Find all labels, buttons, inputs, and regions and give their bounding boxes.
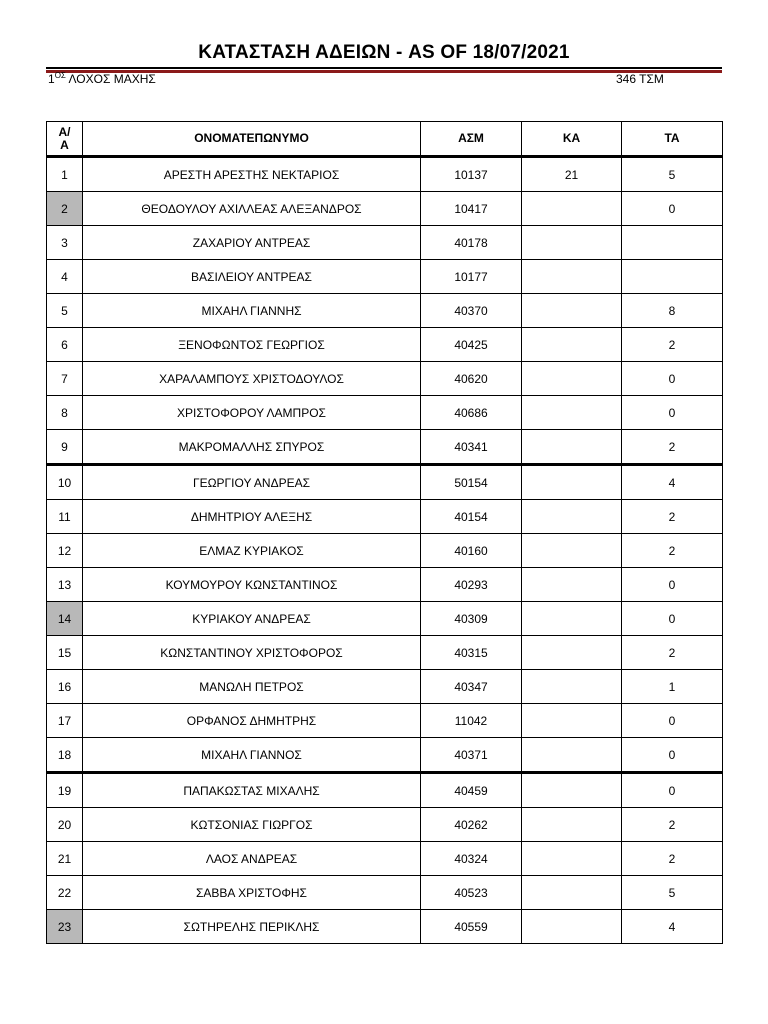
unit-ordinal: ΟΣ [54, 71, 66, 80]
cell-ta: 4 [622, 465, 723, 500]
cell-ta: 8 [622, 294, 723, 328]
cell-ta: 0 [622, 568, 723, 602]
cell-asm: 40324 [421, 842, 522, 876]
cell-asm: 40262 [421, 808, 522, 842]
cell-asm: 40160 [421, 534, 522, 568]
cell-aa: 1 [47, 157, 83, 192]
cell-asm: 40154 [421, 500, 522, 534]
unit-name: ΛΟΧΟΣ ΜΑΧΗΣ [68, 72, 156, 86]
cell-aa: 19 [47, 773, 83, 808]
table-row [47, 294, 723, 328]
cell-name: ΞΕΝΟΦΩΝΤΟΣ ΓΕΩΡΓΙΟΣ [83, 328, 421, 362]
cell-aa: 8 [47, 396, 83, 430]
table-row [47, 910, 723, 944]
cell-asm: 40178 [421, 226, 522, 260]
cell-ka [522, 465, 622, 500]
cell-aa: 10 [47, 465, 83, 500]
cell-ta: 0 [622, 396, 723, 430]
cell-ka [522, 738, 622, 773]
cell-ka [522, 602, 622, 636]
header-name: ΟΝΟΜΑΤΕΠΩΝΥΜΟ [83, 122, 421, 157]
cell-name: ΧΡΙΣΤΟΦΟΡΟΥ ΛΑΜΠΡΟΣ [83, 396, 421, 430]
cell-asm: 40686 [421, 396, 522, 430]
table-row [47, 876, 723, 910]
unit-label [48, 72, 156, 86]
unit-code: 346 ΤΣΜ [616, 72, 664, 86]
cell-ka [522, 910, 622, 944]
cell-name: ΘΕΟΔΟΥΛΟΥ ΑΧΙΛΛΕΑΣ ΑΛΕΞΑΝΔΡΟΣ [83, 192, 421, 226]
cell-ka [522, 704, 622, 738]
cell-aa: 23 [47, 910, 83, 944]
cell-name: ΓΕΩΡΓΙΟΥ ΑΝΔΡΕΑΣ [83, 465, 421, 500]
table-row [47, 465, 723, 500]
cell-ka [522, 670, 622, 704]
cell-asm: 10177 [421, 260, 522, 294]
cell-name: ΛΑΟΣ ΑΝΔΡΕΑΣ [83, 842, 421, 876]
cell-ka [522, 396, 622, 430]
cell-name: ΜΙΧΑΗΛ ΓΙΑΝΝΟΣ [83, 738, 421, 773]
cell-ta: 0 [622, 602, 723, 636]
cell-ka [522, 842, 622, 876]
cell-aa: 2 [47, 192, 83, 226]
header-asm: ΑΣΜ [421, 122, 522, 157]
cell-ka [522, 636, 622, 670]
cell-ka: 21 [522, 157, 622, 192]
cell-aa: 11 [47, 500, 83, 534]
cell-ta: 2 [622, 430, 723, 465]
cell-name: ΑΡΕΣΤΗ ΑΡΕΣΤΗΣ ΝΕΚΤΑΡΙΟΣ [83, 157, 421, 192]
cell-ta: 4 [622, 910, 723, 944]
cell-name: ΜΙΧΑΗΛ ΓΙΑΝΝΗΣ [83, 294, 421, 328]
cell-asm: 40523 [421, 876, 522, 910]
cell-name: ΟΡΦΑΝΟΣ ΔΗΜΗΤΡΗΣ [83, 704, 421, 738]
cell-aa: 13 [47, 568, 83, 602]
cell-name: ΕΛΜΑΖ ΚΥΡΙΑΚΟΣ [83, 534, 421, 568]
cell-name: ΣΩΤΗΡΕΛΗΣ ΠΕΡΙΚΛΗΣ [83, 910, 421, 944]
cell-aa: 20 [47, 808, 83, 842]
cell-ta: 5 [622, 876, 723, 910]
cell-ta: 2 [622, 636, 723, 670]
header-ta: ΤΑ [622, 122, 723, 157]
cell-ta: 5 [622, 157, 723, 192]
cell-ta: 2 [622, 534, 723, 568]
cell-aa: 21 [47, 842, 83, 876]
cell-ta: 0 [622, 192, 723, 226]
cell-name: ΚΩΝΣΤΑΝΤΙΝΟΥ ΧΡΙΣΤΟΦΟΡΟΣ [83, 636, 421, 670]
cell-ta: 2 [622, 500, 723, 534]
cell-ka [522, 362, 622, 396]
cell-asm: 40370 [421, 294, 522, 328]
table-row [47, 430, 723, 465]
table-row [47, 568, 723, 602]
cell-aa: 16 [47, 670, 83, 704]
cell-name: ΚΩΤΣΟΝΙΑΣ ΓΙΩΡΓΟΣ [83, 808, 421, 842]
header-ka: ΚΑ [522, 122, 622, 157]
cell-ka [522, 192, 622, 226]
cell-name: ΒΑΣΙΛΕΙΟΥ ΑΝΤΡΕΑΣ [83, 260, 421, 294]
cell-ka [522, 534, 622, 568]
table-row [47, 670, 723, 704]
cell-asm: 10417 [421, 192, 522, 226]
header-row [47, 122, 723, 157]
table-row [47, 738, 723, 773]
cell-ta [622, 260, 723, 294]
cell-ta: 2 [622, 808, 723, 842]
cell-aa: 22 [47, 876, 83, 910]
cell-name: ΧΑΡΑΛΑΜΠΟΥΣ ΧΡΙΣΤΟΔΟΥΛΟΣ [83, 362, 421, 396]
leave-status-table [46, 121, 723, 944]
title-rule-black [46, 67, 722, 69]
table-row [47, 636, 723, 670]
cell-aa: 6 [47, 328, 83, 362]
cell-name: ΖΑΧΑΡΙΟΥ ΑΝΤΡΕΑΣ [83, 226, 421, 260]
cell-asm: 40371 [421, 738, 522, 773]
header-aa [47, 122, 83, 157]
cell-aa: 3 [47, 226, 83, 260]
cell-ka [522, 260, 622, 294]
cell-asm: 10137 [421, 157, 522, 192]
cell-ka [522, 568, 622, 602]
cell-aa: 17 [47, 704, 83, 738]
header-aa-line2: Α [60, 137, 69, 152]
cell-ka [522, 430, 622, 465]
cell-name: ΜΑΝΩΛΗ ΠΕΤΡΟΣ [83, 670, 421, 704]
table-row [47, 396, 723, 430]
cell-ta: 0 [622, 362, 723, 396]
cell-ka [522, 773, 622, 808]
cell-aa: 7 [47, 362, 83, 396]
cell-aa: 12 [47, 534, 83, 568]
cell-ta: 0 [622, 773, 723, 808]
cell-ta: 1 [622, 670, 723, 704]
cell-ta: 0 [622, 738, 723, 773]
table-row [47, 704, 723, 738]
cell-aa: 14 [47, 602, 83, 636]
cell-ka [522, 294, 622, 328]
cell-aa: 4 [47, 260, 83, 294]
cell-asm: 11042 [421, 704, 522, 738]
cell-asm: 40309 [421, 602, 522, 636]
cell-ka [522, 328, 622, 362]
document-title: ΚΑΤΑΣΤΑΣΗ ΑΔΕΙΩΝ - AS OF 18/07/2021 [198, 42, 570, 63]
cell-ta [622, 226, 723, 260]
table-row [47, 842, 723, 876]
cell-ta: 0 [622, 704, 723, 738]
cell-asm: 40620 [421, 362, 522, 396]
cell-aa: 18 [47, 738, 83, 773]
cell-aa: 9 [47, 430, 83, 465]
cell-asm: 40559 [421, 910, 522, 944]
cell-ka [522, 876, 622, 910]
table-row [47, 773, 723, 808]
cell-name: ΚΟΥΜΟΥΡΟΥ ΚΩΝΣΤΑΝΤΙΝΟΣ [83, 568, 421, 602]
table-row [47, 157, 723, 192]
cell-ka [522, 808, 622, 842]
table-row [47, 192, 723, 226]
cell-ka [522, 500, 622, 534]
table-row [47, 500, 723, 534]
table-row [47, 226, 723, 260]
cell-name: ΔΗΜΗΤΡΙΟΥ ΑΛΕΞΗΣ [83, 500, 421, 534]
table-row [47, 362, 723, 396]
unit-number: 1 [48, 72, 55, 86]
table-row [47, 328, 723, 362]
cell-asm: 50154 [421, 465, 522, 500]
cell-asm: 40459 [421, 773, 522, 808]
cell-name: ΚΥΡΙΑΚΟΥ ΑΝΔΡΕΑΣ [83, 602, 421, 636]
cell-asm: 40347 [421, 670, 522, 704]
cell-ka [522, 226, 622, 260]
cell-name: ΣΑΒΒΑ ΧΡΙΣΤΟΦΗΣ [83, 876, 421, 910]
table-row [47, 534, 723, 568]
cell-aa: 15 [47, 636, 83, 670]
table-row [47, 260, 723, 294]
cell-asm: 40341 [421, 430, 522, 465]
cell-ta: 2 [622, 842, 723, 876]
table-row [47, 808, 723, 842]
cell-name: ΜΑΚΡΟΜΑΛΛΗΣ ΣΠΥΡΟΣ [83, 430, 421, 465]
cell-name: ΠΑΠΑΚΩΣΤΑΣ ΜΙΧΑΛΗΣ [83, 773, 421, 808]
header-aa-line1: Α/ [58, 124, 71, 139]
cell-aa: 5 [47, 294, 83, 328]
cell-ta: 2 [622, 328, 723, 362]
cell-asm: 40425 [421, 328, 522, 362]
cell-asm: 40315 [421, 636, 522, 670]
cell-asm: 40293 [421, 568, 522, 602]
table-row [47, 602, 723, 636]
